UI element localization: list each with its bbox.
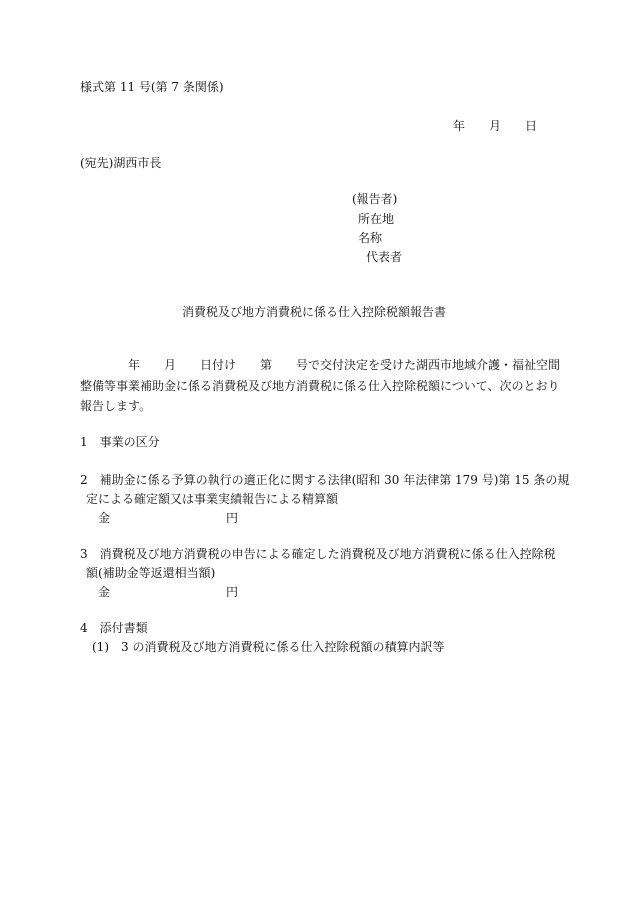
form-number: 様式第 11 号(第 7 条関係): [80, 80, 224, 94]
reporter-heading: (報告者): [352, 192, 398, 206]
addressee: (宛先)湖西市長: [80, 156, 162, 170]
item-2-line-1: 2 補助金に係る予算の執行の適正化に関する法律(昭和 30 年法律第 179 号)第 15 条の規: [80, 473, 570, 487]
item-3-line-2: 額(補助金等返還相当額): [86, 566, 216, 580]
intro-line-1: 年 月 日付け 第 号で交付決定を受けた湖西市地域介護・福祉空間: [80, 358, 561, 372]
item-2-line-2: 定による確定額又は事業実績報告による精算額: [86, 492, 339, 506]
date-line: 年 月 日: [453, 119, 538, 133]
item-4-heading: 4 添付書類: [80, 621, 148, 635]
intro-line-2: 整備等事業補助金に係る消費税及び地方消費税に係る仕入控除税額について、次のとおり: [80, 379, 560, 393]
reporter-name-label: 名称: [358, 231, 383, 245]
document-title: 消費税及び地方消費税に係る仕入控除税額報告書: [182, 305, 447, 319]
reporter-representative-label: 代表者: [366, 250, 403, 264]
item-2-amount-unit: 円: [226, 511, 239, 525]
reporter-address-label: 所在地: [358, 212, 395, 226]
item-4-sub-1: (1) 3 の消費税及び地方消費税に係る仕入控除税額の積算内訳等: [92, 640, 445, 654]
item-3-amount-prefix: 金: [98, 585, 111, 599]
item-1-heading: 1 事業の区分: [80, 435, 160, 449]
intro-line-3: 報告します。: [80, 399, 152, 413]
item-3-amount-unit: 円: [226, 585, 239, 599]
item-2-amount-prefix: 金: [98, 511, 111, 525]
item-3-line-1: 3 消費税及び地方消費税の申告による確定した消費税及び地方消費税に係る仕入控除税: [80, 547, 556, 561]
